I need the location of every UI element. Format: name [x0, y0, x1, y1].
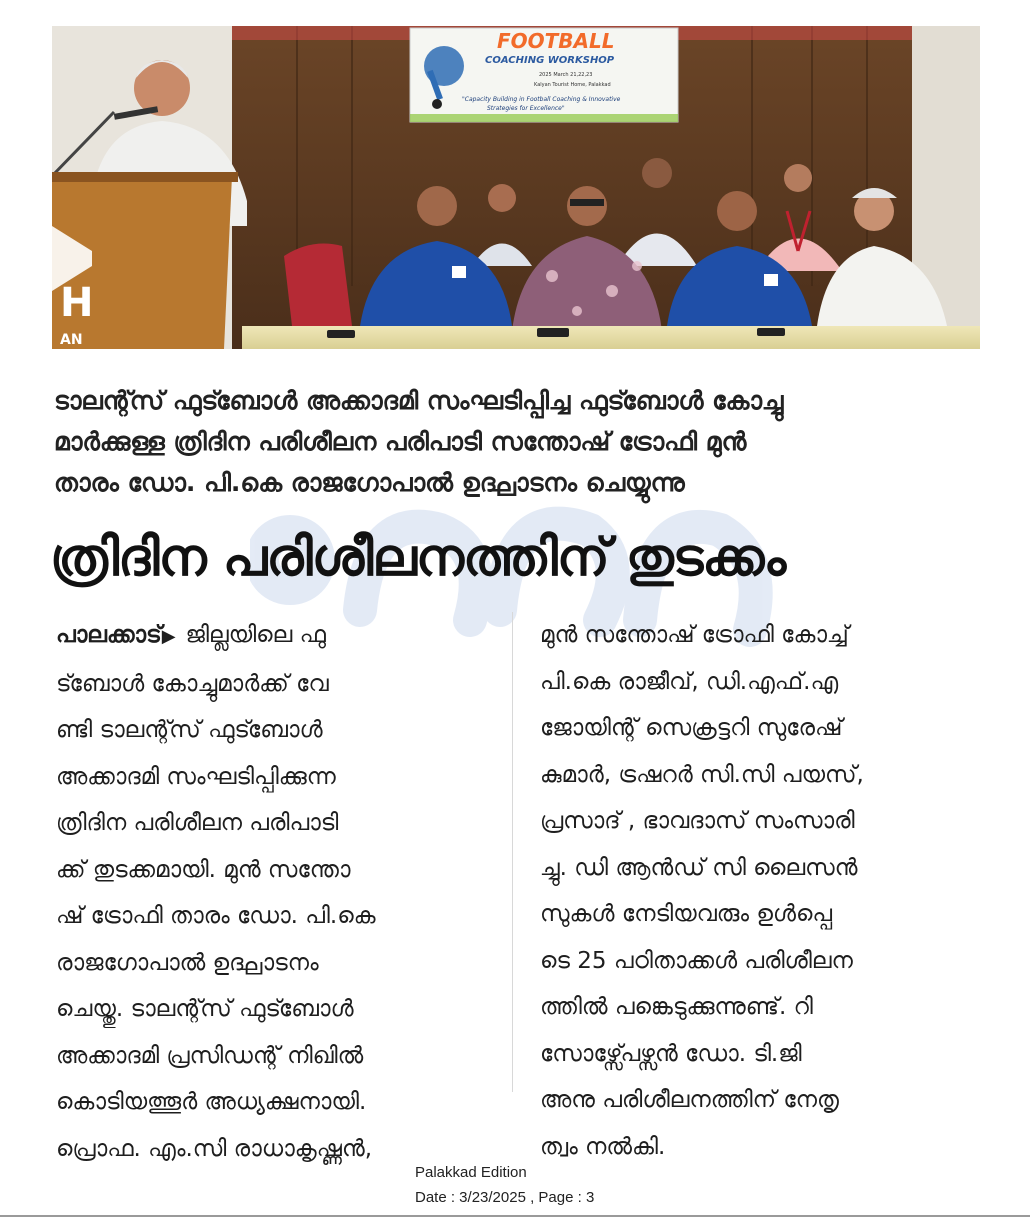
- article-line: കൊടിയത്തൂർ അധ്യക്ഷനായി.: [56, 1089, 367, 1115]
- article-line: ത്തിൽ പങ്കെടുക്കുന്നുണ്ട്. റി: [540, 994, 813, 1020]
- podium: [52, 172, 238, 349]
- article-column-left: [56, 612, 496, 1172]
- article-line: കുമാർ, ട്രഷറർ സി.സി പയസ്,: [540, 761, 864, 788]
- article-line: ഷ് ട്രോഫി താരം ഡോ. പി.കെ: [56, 903, 376, 929]
- banner-subtitle: COACHING WORKSHOP: [485, 55, 615, 66]
- red-chair: [284, 244, 352, 326]
- article-line: ക്ക് തുടക്കമായി. മുൻ സന്തോ: [56, 856, 351, 883]
- article-line: അക്കാദമി പ്രസിഡന്റ് നിഖിൽ: [56, 1042, 364, 1069]
- banner-venue: Kalyan Tourist Home, Palakkad: [534, 82, 611, 88]
- edition-footer: [415, 1160, 594, 1210]
- article-line: ജോയിന്റ് സെക്രട്ടറി സുരേഷ്: [540, 715, 843, 741]
- edition-name: Palakkad Edition: [415, 1164, 527, 1181]
- article-line: ടെ 25 പഠിതാക്കൾ പരിശീലന: [540, 947, 853, 974]
- article-column-right: [540, 612, 980, 1170]
- article-line: അനു പരിശീലനത്തിന് നേതൃ: [540, 1087, 839, 1113]
- article-line: ച്ചു. ഡി ആൻഡ് സി ലൈസൻ: [540, 854, 858, 881]
- banner-slogan-1: "Capacity Building in Football Coaching & Innovative: [462, 96, 621, 103]
- banner-title: FOOTBALL: [497, 29, 615, 53]
- article-line: ട്ബോൾ കോച്ചുമാർക്ക് വേ: [56, 670, 329, 697]
- article-line: സുകൾ നേടിയവരും ഉൾപ്പെ: [540, 901, 833, 927]
- article-line: പ്രസാദ് , ഭാവദാസ് സംസാരി: [540, 808, 855, 834]
- article-line-text: ജില്ലയിലെ ഫു: [185, 622, 326, 648]
- article-line: ത്രിദിന പരിശീലന പരിപാടി: [56, 810, 339, 836]
- banner-slogan-2: Strategies for Excellence": [487, 105, 565, 112]
- caption-line: ടാലന്റ്സ് ഫുട്ബോൾ അക്കാദമി സംഘടിപ്പിച്ച ഫുട്ബോൾ കോച്ചു: [54, 386, 784, 415]
- photo-caption: [54, 380, 954, 503]
- article-line: പ്രൊഫ. എം.സി രാധാകൃഷ്ണൻ,: [56, 1135, 373, 1162]
- photo-illustration: [52, 26, 980, 349]
- podium-text: AN: [60, 332, 83, 348]
- article-line: സോഴ്സ്പേഴ്സൻ ഡോ. ടി.ജി: [540, 1040, 802, 1067]
- banner-date: 2025 March 21,22,23: [539, 72, 593, 78]
- triangle-right-icon: ▶: [161, 626, 176, 647]
- article-line-first: [56, 612, 496, 661]
- headline: ത്രിദിന പരിശീലനത്തിന് തുടക്കം: [50, 528, 786, 588]
- article-line: പി.കെ രാജീവ്, ഡി.എഫ്.എ: [540, 668, 839, 695]
- article-line: ചെയ്തു. ടാലന്റ്സ് ഫുട്ബോൾ: [56, 996, 354, 1022]
- article-line: മുൻ സന്തോഷ് ട്രോഫി കോച്ച്: [540, 622, 849, 648]
- podium-letter: H: [60, 280, 94, 326]
- edition-date-page: Date : 3/23/2025 , Page : 3: [415, 1189, 595, 1206]
- article-line: ണ്ടി ടാലന്റ്സ് ഫുട്ബോൾ: [56, 717, 323, 743]
- column-divider: [512, 612, 513, 1092]
- article-line: അക്കാദമി സംഘടിപ്പിക്കുന്ന: [56, 763, 336, 790]
- workshop-banner: [410, 28, 678, 122]
- article-line: രാജഗോപാൽ ഉദ്ഘാടനം: [56, 949, 319, 976]
- caption-line: മാർക്കുള്ള ത്രിദിന പരിശീലന പരിപാടി സന്തോഷ് ട്രോഫി മുൻ: [54, 427, 747, 456]
- news-photo: [52, 26, 980, 349]
- caption-line: താരം ഡോ. പി.കെ രാജഗോപാൽ ഉദ്ഘാടനം ചെയ്യുന്നു: [54, 468, 685, 497]
- article-line: ത്വം നൽകി.: [540, 1133, 666, 1160]
- dateline: പാലക്കാട്: [56, 622, 162, 648]
